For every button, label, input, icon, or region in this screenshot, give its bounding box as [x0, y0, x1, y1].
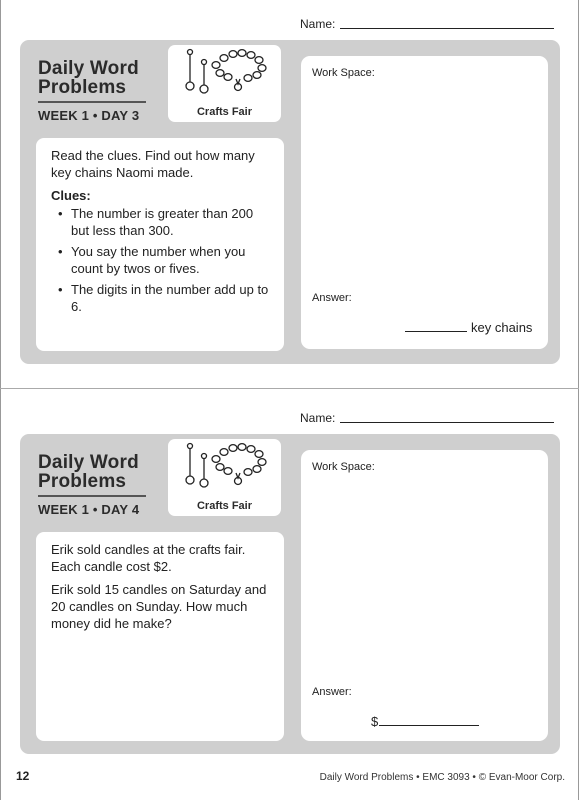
problem-card-day4	[20, 434, 560, 754]
jewelry-icon	[182, 47, 268, 99]
problem-paragraph: Erik sold candles at the crafts fair. Each candle cost $2.	[51, 542, 246, 574]
answer-blank	[405, 331, 467, 332]
title-divider	[38, 101, 146, 103]
theme-label: Crafts Fair	[196, 500, 253, 512]
theme-badge	[168, 45, 281, 122]
answer-field[interactable]	[371, 714, 483, 729]
week-day-label: WEEK 1 • DAY 4	[38, 502, 140, 517]
clue-item: • The digits in the number add up to 6.	[51, 281, 274, 315]
answer-label: Answer:	[312, 686, 352, 698]
clues-heading: Clues:	[51, 188, 91, 203]
problem-intro: Read the clues. Find out how many key chains Naomi made.	[51, 148, 255, 180]
problem-paragraph: Erik sold 15 candles on Saturday and 20 candles on Sunday. How much money did he make?	[51, 582, 267, 631]
page-title	[38, 59, 150, 97]
theme-label: Crafts Fair	[196, 106, 253, 118]
title-block	[38, 59, 150, 123]
name-label: Name:	[300, 411, 336, 425]
work-space-box[interactable]	[301, 450, 548, 741]
work-space-label: Work Space:	[312, 67, 375, 79]
name-field[interactable]	[300, 17, 554, 31]
cut-line	[0, 388, 579, 389]
clue-item: • You say the number when you count by twos or fives.	[51, 243, 274, 277]
name-underline	[340, 422, 554, 423]
jewelry-icon	[182, 441, 268, 493]
page-title	[38, 453, 150, 491]
title-block	[38, 453, 150, 517]
title-text: Daily Word Problems	[38, 452, 139, 492]
week-day-label: WEEK 1 • DAY 3	[38, 108, 140, 123]
problem-text-box	[36, 138, 284, 351]
name-field[interactable]	[300, 411, 554, 425]
answer-blank	[379, 725, 479, 726]
title-divider	[38, 495, 146, 497]
footer-credit: Daily Word Problems • EMC 3093 • © Evan-Moor Corp.	[319, 772, 565, 783]
work-space-label: Work Space:	[312, 461, 375, 473]
name-label: Name:	[300, 17, 336, 31]
problem-card-day3	[20, 40, 560, 364]
clue-item: • The number is greater than 200 but less than 300.	[51, 205, 274, 239]
page-number: 12	[16, 769, 30, 783]
answer-unit: key chains	[471, 320, 533, 335]
answer-label: Answer:	[312, 292, 352, 304]
answer-field[interactable]	[405, 320, 532, 335]
name-underline	[340, 28, 554, 29]
work-space-box[interactable]	[301, 56, 548, 349]
theme-badge	[168, 439, 281, 516]
answer-prefix: $	[371, 714, 379, 729]
title-text: Daily Word Problems	[38, 58, 139, 98]
problem-text-box	[36, 532, 284, 741]
